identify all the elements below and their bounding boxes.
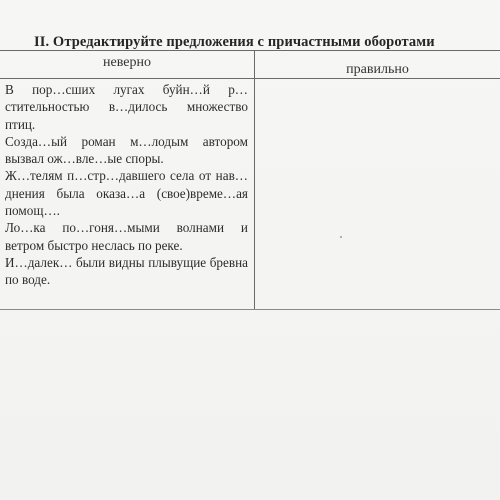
- column-header-wrong: неверно: [103, 55, 151, 70]
- sentence-1: В пор…сших лугах буйн…й р…стительностью в…дилось множество птиц.: [5, 82, 248, 132]
- column-header-right: правильно: [346, 62, 409, 77]
- sentence-3: Ж…телям п…стр…давшего села от нав…днения была оказа…а (своe)време…ая помощ….: [5, 168, 248, 219]
- wrong-sentences-cell: [5, 81, 248, 289]
- task-title: II. Отредактируйте предложения с причастными оборотами: [34, 34, 435, 50]
- answer-cell-right[interactable]: [256, 80, 499, 308]
- header-row-divider: [0, 78, 500, 79]
- column-divider: [254, 51, 255, 309]
- exercise-table: [0, 50, 500, 310]
- sentence-2: Созда…ый роман м…лодым автором вызвал ож…вле…ые споры.: [5, 133, 248, 167]
- sentence-5: И…далек… были видны плывущие бревна по воде.: [5, 254, 248, 288]
- paper-speck: [340, 236, 342, 238]
- sentence-4: Ло…ка по…гоня…мыми волнами и ветром быстро неслась по реке.: [5, 220, 248, 253]
